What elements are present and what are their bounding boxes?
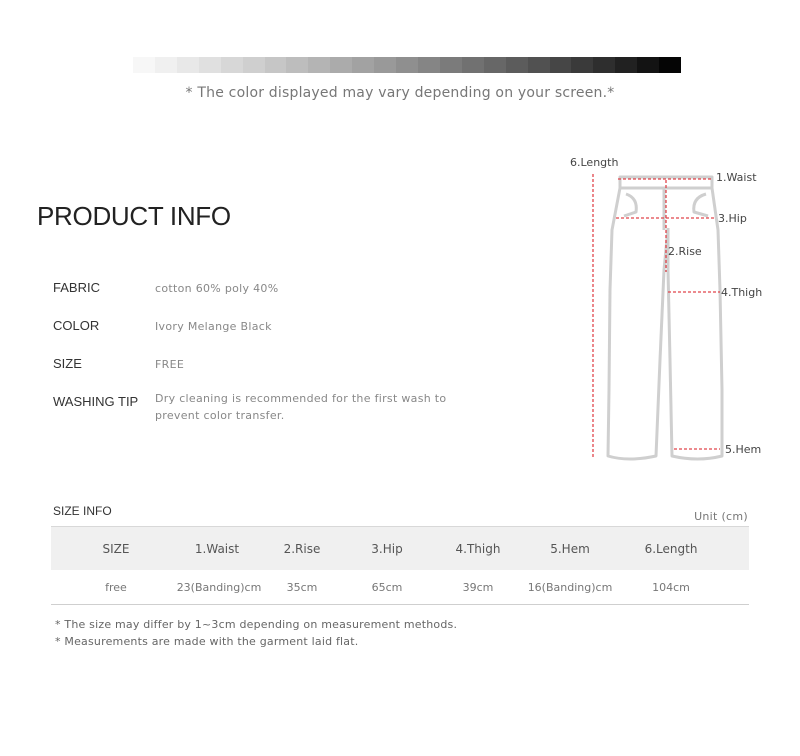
- washing-tip-value: Dry cleaning is recommended for the first wash to prevent color transfer.: [155, 392, 447, 422]
- table-header-row: [51, 526, 749, 570]
- header-thigh: 4.Thigh: [455, 541, 501, 556]
- gray-swatch: [615, 57, 637, 73]
- gray-swatch: [330, 57, 352, 73]
- header-rise: 2.Rise: [283, 541, 321, 556]
- length-label: 6.Length: [570, 156, 619, 169]
- footnote-laid-flat: * Measurements are made with the garment laid flat.: [55, 635, 359, 648]
- header-size: SIZE: [102, 541, 130, 556]
- hip-label: 3.Hip: [718, 212, 747, 225]
- header-length: 6.Length: [644, 541, 698, 556]
- gray-swatch: [352, 57, 374, 73]
- header-hem: 5.Hem: [550, 541, 590, 556]
- gray-swatch: [396, 57, 418, 73]
- color-label: COLOR: [53, 318, 100, 333]
- color-disclaimer: * The color displayed may vary depending on your screen.*: [185, 85, 615, 101]
- gray-swatch: [155, 57, 177, 73]
- rise-label: 2.Rise: [668, 245, 702, 258]
- cell-hip: 65cm: [371, 580, 403, 594]
- color-value: Ivory Melange Black: [155, 320, 272, 333]
- washing-tip-label: WASHING TIP: [53, 394, 139, 409]
- gray-swatch: [199, 57, 221, 73]
- gray-swatch: [484, 57, 506, 73]
- gray-swatch: [637, 57, 659, 73]
- size-value: FREE: [155, 358, 185, 371]
- gray-swatch: [593, 57, 615, 73]
- gray-swatch: [550, 57, 572, 73]
- pants-outline-icon: [608, 177, 722, 459]
- product-info-title: PRODUCT INFO: [37, 201, 231, 231]
- cell-length: 104cm: [652, 580, 690, 594]
- cell-waist: 23(Banding)cm: [176, 580, 262, 594]
- gray-swatch: [177, 57, 199, 73]
- size-label: SIZE: [53, 356, 82, 371]
- waist-label: 1.Waist: [716, 171, 757, 184]
- gray-swatch: [506, 57, 528, 73]
- cell-rise: 35cm: [286, 580, 318, 594]
- table-row: [51, 570, 749, 605]
- header-waist: 1.Waist: [194, 541, 240, 556]
- gray-swatch: [528, 57, 550, 73]
- fabric-label: FABRIC: [53, 280, 100, 295]
- gray-swatch: [243, 57, 265, 73]
- gray-swatch: [133, 57, 155, 73]
- footnote-measurement-diff: * The size may differ by 1~3cm depending on measurement methods.: [55, 618, 458, 631]
- gray-swatch: [418, 57, 440, 73]
- gray-swatch: [308, 57, 330, 73]
- gray-swatch: [462, 57, 484, 73]
- cell-size: free: [105, 580, 127, 594]
- unit-label: Unit (cm): [694, 510, 748, 523]
- gray-swatch: [286, 57, 308, 73]
- gray-swatch: [571, 57, 593, 73]
- hem-label: 5.Hem: [725, 443, 762, 456]
- thigh-label: 4.Thigh: [721, 286, 763, 299]
- fabric-value: cotton 60% poly 40%: [155, 282, 279, 295]
- gray-swatch: [265, 57, 287, 73]
- gray-swatch: [221, 57, 243, 73]
- gray-swatch: [440, 57, 462, 73]
- gray-swatch: [659, 57, 681, 73]
- header-hip: 3.Hip: [371, 541, 403, 556]
- grayscale-color-bar: [133, 57, 681, 73]
- cell-hem: 16(Banding)cm: [527, 580, 613, 594]
- size-table: [51, 526, 749, 605]
- cell-thigh: 39cm: [462, 580, 494, 594]
- footnotes: [55, 616, 457, 650]
- pants-measurement-diagram: [560, 150, 800, 470]
- size-info-title: SIZE INFO: [53, 504, 112, 518]
- gray-swatch: [374, 57, 396, 73]
